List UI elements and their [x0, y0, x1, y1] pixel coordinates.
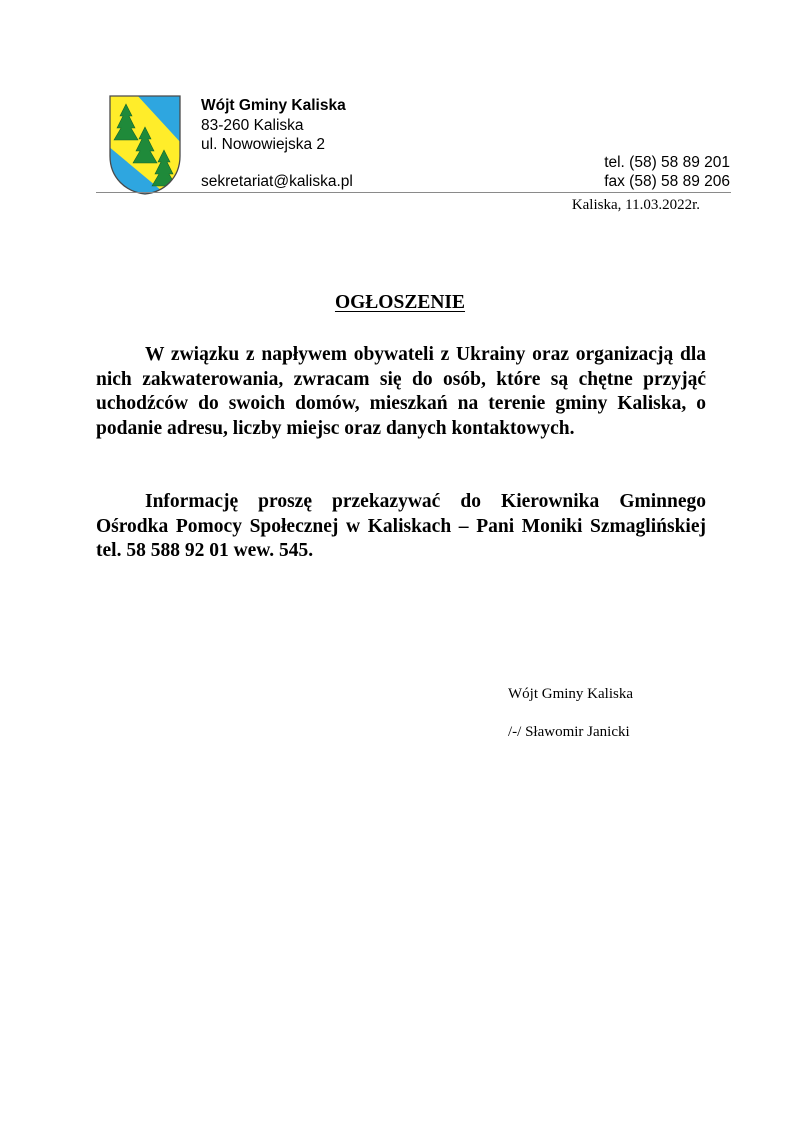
org-name: Wójt Gminy Kaliska	[201, 97, 346, 114]
body-paragraph: W związku z napływem obywateli z Ukrainy oraz organizacją dla nich zakwaterowania, zwracam się do osób, które są chętne przyjąć uchodźców do swoich domów, mieszkań na terenie gminy Kaliska, o podanie adresu, liczby miejsc oraz danych kontaktowych.	[96, 344, 706, 439]
signature-title: Wójt Gminy Kaliska	[508, 686, 633, 702]
date-line: Kaliska, 11.03.2022r.	[571, 197, 700, 213]
postal-address: 83-260 Kaliska	[201, 117, 304, 134]
signature-name: /-/ Sławomir Janicki	[508, 724, 630, 740]
fax-number: fax (58) 58 89 206	[604, 173, 730, 190]
phone-number: tel. (58) 58 89 201	[604, 154, 730, 171]
street-address: ul. Nowowiejska 2	[201, 136, 326, 153]
document-title: OGŁOSZENIE	[334, 292, 466, 313]
coat-of-arms-icon	[108, 94, 182, 196]
email-address: sekretariat@kaliska.pl	[201, 173, 353, 190]
header-divider	[96, 192, 731, 193]
body-paragraph: Informację proszę przekazywać do Kierownika Gminnego Ośrodka Pomocy Społecznej w Kaliskach – Pani Moniki Szmaglińskiej tel. 58 588 92 01 wew. 545.	[96, 491, 706, 562]
